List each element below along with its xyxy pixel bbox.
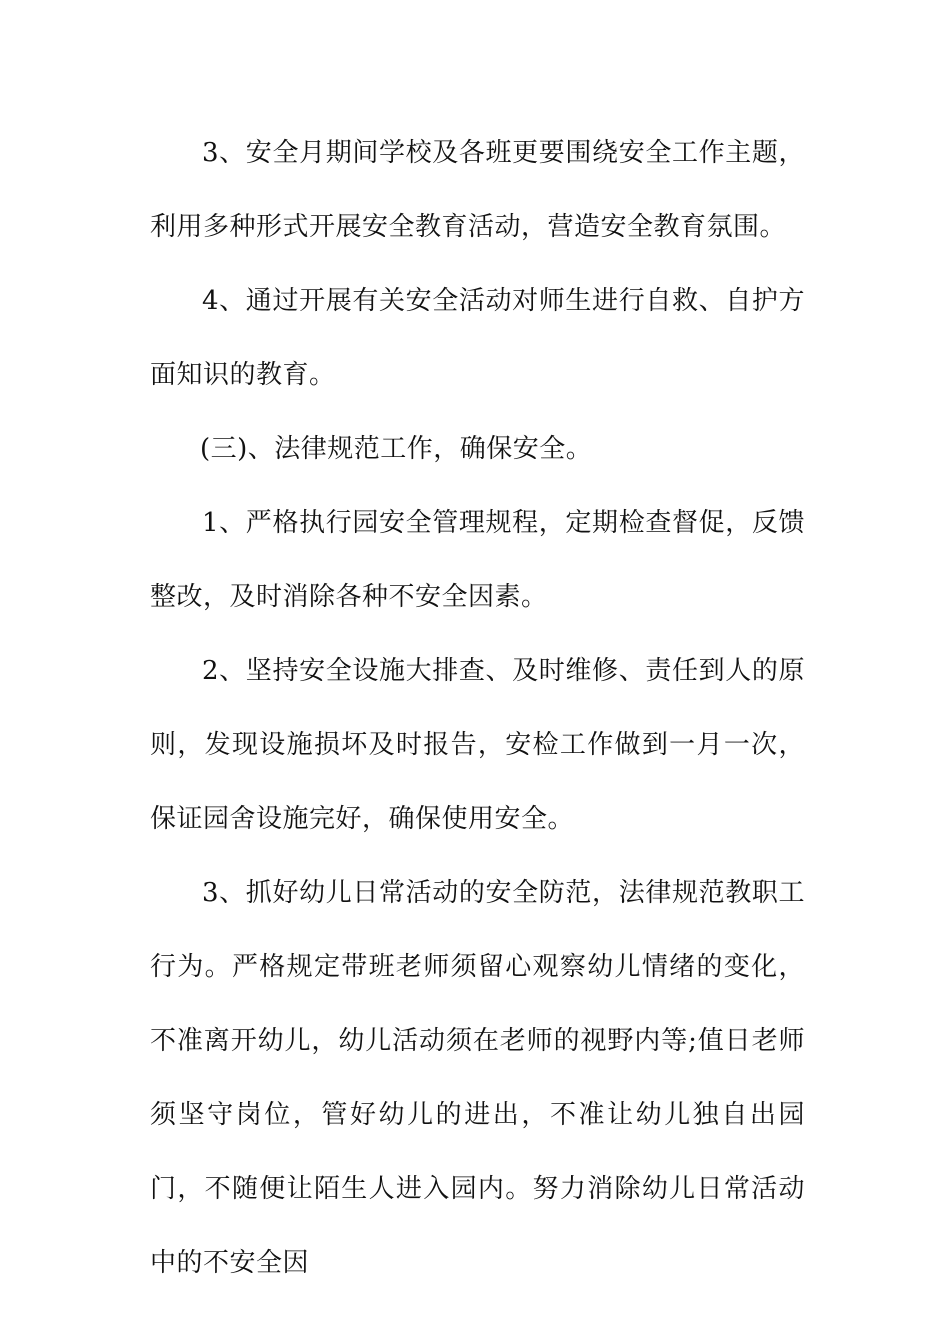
paragraph-item-3-activities: 3、安全月期间学校及各班更要围绕安全工作主题，利用多种形式开展安全教育活动，营造安全教育氛围。	[150, 138, 805, 242]
document-body	[150, 116, 805, 1300]
paragraph-item-2-facilities: 2、坚持安全设施大排查、及时维修、责任到人的原则，发现设施损坏及时报告，安检工作做到一月一次，保证园舍设施完好，确保使用安全。	[150, 656, 805, 834]
section-heading-3: (三)、法律规范工作，确保安全。	[200, 434, 593, 464]
paragraph-item-1-regulations: 1、严格执行园安全管理规程，定期检查督促，反馈整改，及时消除各种不安全因素。	[150, 508, 805, 612]
paragraph-item-3-daily-safety: 3、抓好幼儿日常活动的安全防范，法律规范教职工行为。严格规定带班老师须留心观察幼儿情绪的变化，不准离开幼儿，幼儿活动须在老师的视野内等;值日老师须坚守岗位，管好幼儿的进出，不准让幼儿独自出园门，不随便让陌生人进入园内。努力消除幼儿日常活动中的不安全因	[150, 878, 805, 1278]
paragraph-item-4-self-rescue: 4、通过开展有关安全活动对师生进行自救、自护方面知识的教育。	[150, 286, 805, 390]
